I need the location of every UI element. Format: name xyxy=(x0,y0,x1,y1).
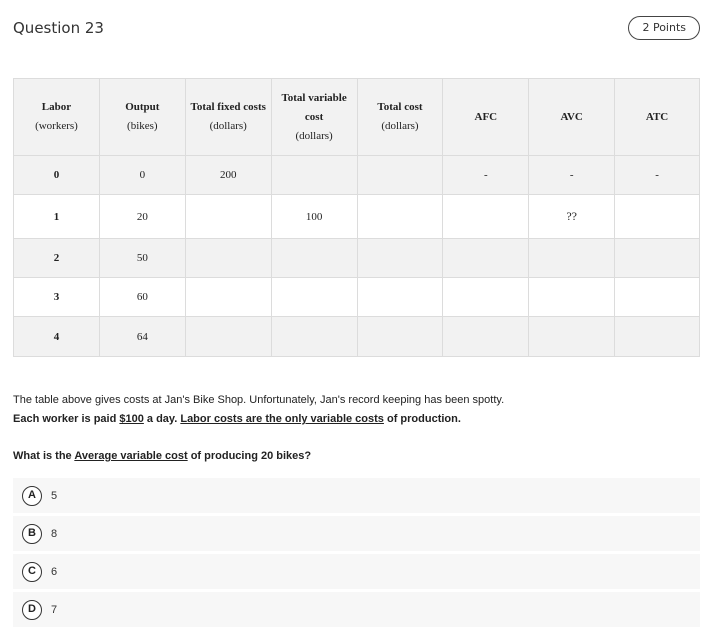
cell-total-variable-cost: 100 xyxy=(271,195,357,239)
header-output xyxy=(99,79,185,156)
cell-afc xyxy=(443,239,529,278)
cell-afc xyxy=(443,195,529,239)
option-letter-badge: B xyxy=(22,524,42,544)
option-text: 6 xyxy=(51,566,58,578)
cell-afc xyxy=(443,317,529,357)
cell-total-variable-cost xyxy=(271,156,357,195)
cell-total-fixed-costs xyxy=(185,239,271,278)
option-d[interactable] xyxy=(13,592,700,627)
header-afc xyxy=(443,79,529,156)
header-unit: (workers) xyxy=(35,120,78,132)
cell-total-cost xyxy=(357,156,443,195)
question-context xyxy=(13,393,504,426)
wage-amount: $100 xyxy=(119,413,144,425)
cell-atc xyxy=(615,195,700,239)
cell-total-fixed-costs xyxy=(185,317,271,357)
header-total-variable-cost xyxy=(271,79,357,156)
option-letter-badge: A xyxy=(22,486,42,506)
table-row xyxy=(14,195,700,239)
header-label: Total fixed costs xyxy=(190,101,266,113)
cell-avc: ?? xyxy=(529,195,615,239)
answer-options xyxy=(13,478,700,630)
cell-output: 50 xyxy=(99,239,185,278)
table-row xyxy=(14,278,700,317)
header-total-fixed-costs xyxy=(185,79,271,156)
header-label: Labor xyxy=(41,101,72,113)
header-unit: (dollars) xyxy=(209,120,247,132)
cell-total-fixed-costs xyxy=(185,195,271,239)
header-labor xyxy=(14,79,100,156)
header-unit: (bikes) xyxy=(127,120,158,132)
header-label: ATC xyxy=(645,110,669,123)
header-label: AFC xyxy=(474,110,498,123)
table-row xyxy=(14,156,700,195)
option-text: 8 xyxy=(51,528,58,540)
cell-avc xyxy=(529,317,615,357)
header-unit: (dollars) xyxy=(295,129,333,142)
cell-total-cost xyxy=(357,278,443,317)
header-atc xyxy=(615,79,700,156)
question-header xyxy=(13,17,700,41)
header-avc xyxy=(529,79,615,156)
header-label: Output xyxy=(125,101,160,113)
cost-table xyxy=(13,78,700,357)
cell-output: 60 xyxy=(99,278,185,317)
cell-total-fixed-costs: 200 xyxy=(185,156,271,195)
cell-total-variable-cost xyxy=(271,317,357,357)
cell-total-cost xyxy=(357,195,443,239)
cell-total-cost xyxy=(357,239,443,278)
option-text: 5 xyxy=(51,490,58,502)
question-prompt xyxy=(13,449,311,463)
table-header-row xyxy=(14,79,700,156)
cell-avc xyxy=(529,278,615,317)
cell-output: 64 xyxy=(99,317,185,357)
cell-total-variable-cost xyxy=(271,278,357,317)
option-a[interactable] xyxy=(13,478,700,513)
cell-output: 20 xyxy=(99,195,185,239)
table-row xyxy=(14,317,700,357)
option-text: 7 xyxy=(51,604,58,616)
cell-output: 0 xyxy=(99,156,185,195)
cell-total-variable-cost xyxy=(271,239,357,278)
header-label: AVC xyxy=(560,110,583,123)
cell-labor: 4 xyxy=(14,317,100,357)
cell-labor: 0 xyxy=(14,156,100,195)
option-letter-badge: D xyxy=(22,600,42,620)
cell-labor: 2 xyxy=(14,239,100,278)
header-label: Total cost xyxy=(377,101,423,113)
prompt-text: of producing 20 bikes? xyxy=(187,450,312,462)
context-text: of production. xyxy=(383,413,461,425)
cell-avc: - xyxy=(529,156,615,195)
header-total-cost xyxy=(357,79,443,156)
option-b[interactable] xyxy=(13,516,700,551)
prompt-term: Average variable cost xyxy=(74,450,188,462)
table-row xyxy=(14,239,700,278)
cell-afc xyxy=(443,278,529,317)
cell-atc xyxy=(615,278,700,317)
cell-avc xyxy=(529,239,615,278)
cell-labor: 3 xyxy=(14,278,100,317)
cell-atc: - xyxy=(615,156,700,195)
cell-atc xyxy=(615,239,700,278)
header-unit: (dollars) xyxy=(381,120,419,132)
context-text: Each worker is paid xyxy=(13,413,120,425)
variable-cost-note: Labor costs are the only variable costs xyxy=(180,413,384,425)
option-c[interactable] xyxy=(13,554,700,589)
question-title: Question 23 xyxy=(13,19,104,37)
context-line-2 xyxy=(13,412,504,426)
cell-labor: 1 xyxy=(14,195,100,239)
points-badge: 2 Points xyxy=(628,16,700,40)
option-letter-badge: C xyxy=(22,562,42,582)
cell-atc xyxy=(615,317,700,357)
context-line-1: The table above gives costs at Jan's Bike Shop. Unfortunately, Jan's record keeping has been spotty. xyxy=(13,394,505,406)
context-text: a day. xyxy=(143,413,181,425)
prompt-text: What is the xyxy=(13,450,75,462)
header-label: Total variable cost xyxy=(281,91,347,123)
cell-total-fixed-costs xyxy=(185,278,271,317)
cell-total-cost xyxy=(357,317,443,357)
cell-afc: - xyxy=(443,156,529,195)
